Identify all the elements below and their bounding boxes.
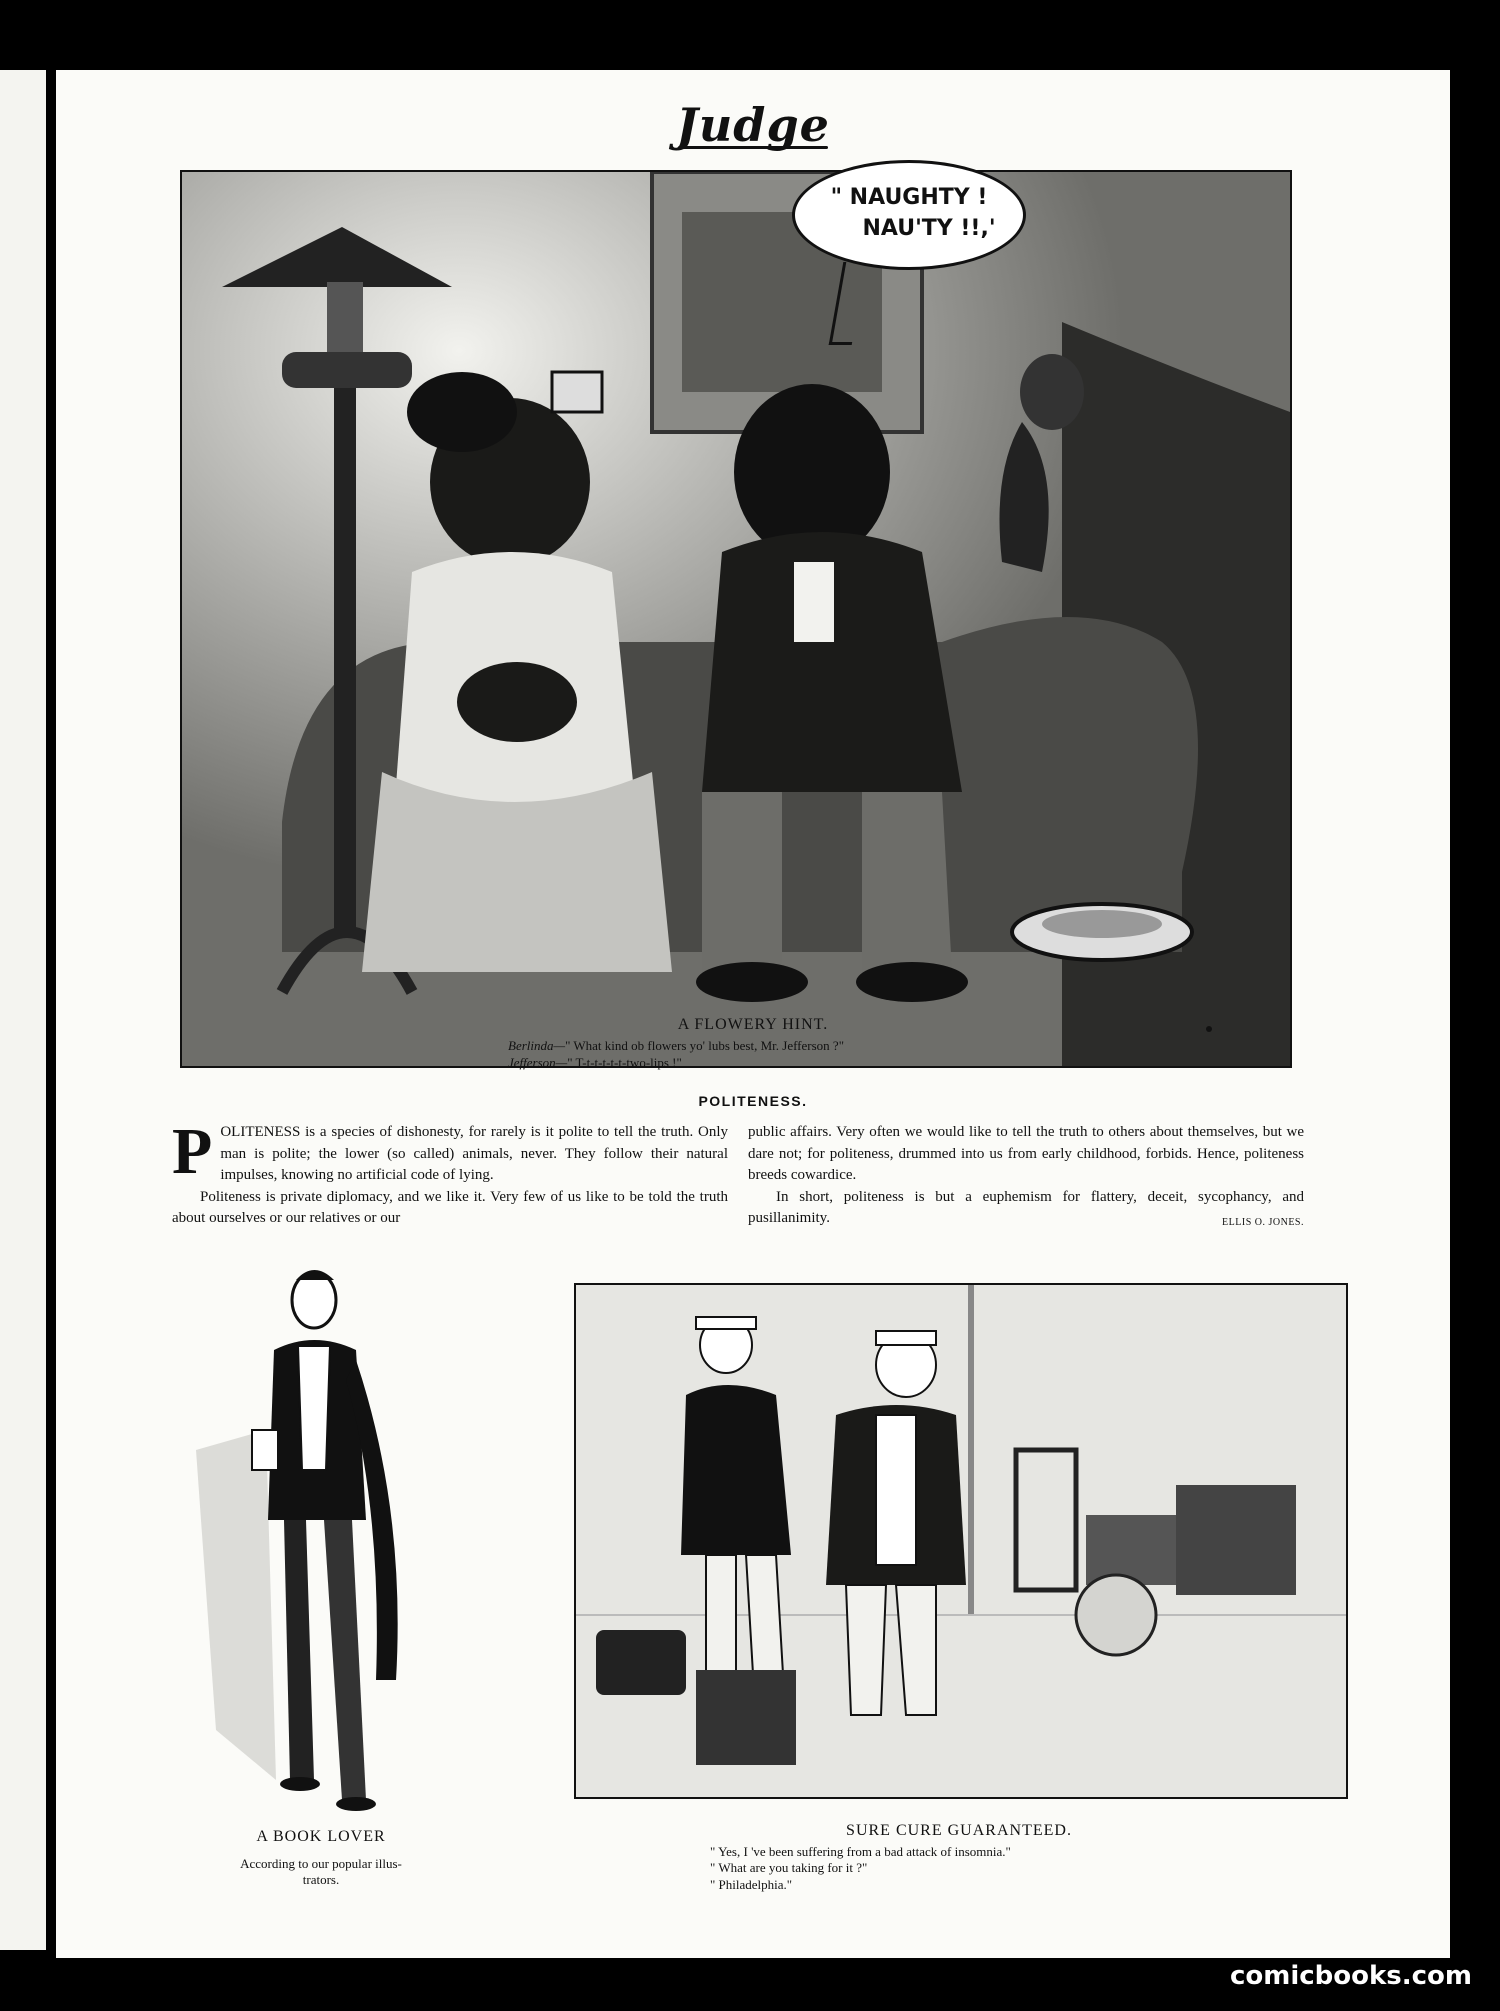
book-lover-drawing [156, 1260, 486, 1820]
print-speck [1206, 1026, 1212, 1032]
dialogue-line [508, 1038, 844, 1055]
sure-cure-title: SURE CURE GUARANTEED. [846, 1822, 1072, 1839]
drop-cap: P [172, 1115, 213, 1188]
dialogue-speaker: Berlinda— [508, 1038, 566, 1053]
article-title: POLITENESS. [698, 1093, 808, 1109]
subtitle-line: According to our popular illus- [240, 1856, 402, 1871]
masthead-logo: Judge [56, 98, 1450, 149]
sure-cure-illustration [574, 1283, 1348, 1799]
dialogue-line: " Yes, I 've been suffering from a bad attack of insomnia." [710, 1844, 1011, 1859]
dialogue-line: " What are you taking for it ?" [710, 1860, 868, 1876]
speech-line: NAU'TY !!,' [862, 215, 996, 241]
dialogue-text: " What kind ob flowers yo' lubs best, Mr. Jefferson ?" [565, 1038, 844, 1053]
flowery-hint-drawing [182, 172, 1290, 1066]
book-lover-subtitle [156, 1856, 486, 1889]
subtitle-line: trators. [302, 1872, 340, 1888]
magazine-page [56, 70, 1450, 1958]
article-paragraph [172, 1115, 728, 1188]
dialogue-line: " Philadelphia." [710, 1876, 793, 1892]
speech-bubble [792, 160, 1026, 270]
dialogue-speaker: Jefferson— [508, 1054, 568, 1070]
adjacent-page-edge [0, 70, 49, 1950]
speech-line: " NAUGHTY ! [830, 185, 988, 210]
flowery-hint-title: A FLOWERY HINT. [677, 1016, 829, 1033]
dialogue-text: " T-t-t-t-t-t-two-lips !" [567, 1054, 682, 1070]
dialogue-line [508, 1055, 844, 1072]
author-byline: ELLIS O. JONES. [1222, 1217, 1304, 1228]
article-paragraph: Politeness is private diplomacy, and we like it. Very few of us like to be told the truth about ourselves or our relatives or our [172, 1188, 728, 1226]
site-watermark: comicbooks.com [1229, 1961, 1472, 1991]
book-lover-title: A BOOK LOVER [256, 1828, 386, 1845]
article-paragraph: public affairs. Very often we would like to tell the truth to others about themselves, but we dare not; for politeness, drummed into us from early childhood, forbids. Hence, politeness breeds cowardice. [748, 1124, 1304, 1183]
paragraph-text: In short, politeness is but a euphemism for flattery, deceit, sycophancy, and pusillanimity. [748, 1188, 1304, 1226]
flowery-hint-dialogue [508, 1038, 844, 1072]
article-left-column [172, 1115, 728, 1230]
flowery-hint-illustration [180, 170, 1292, 1068]
paragraph-text: OLITENESS is a species of dishonesty, for rarely is it polite to tell the truth. Only man is polite; the lower (so called) animals, never. They follow their natural impulses, knowing no artificial code of lying. [220, 1124, 728, 1183]
article-paragraph [748, 1187, 1304, 1230]
sure-cure-drawing [576, 1285, 1346, 1797]
book-lover-illustration [156, 1260, 486, 1820]
sure-cure-dialogue [710, 1844, 1011, 1893]
article-right-column [748, 1122, 1304, 1234]
